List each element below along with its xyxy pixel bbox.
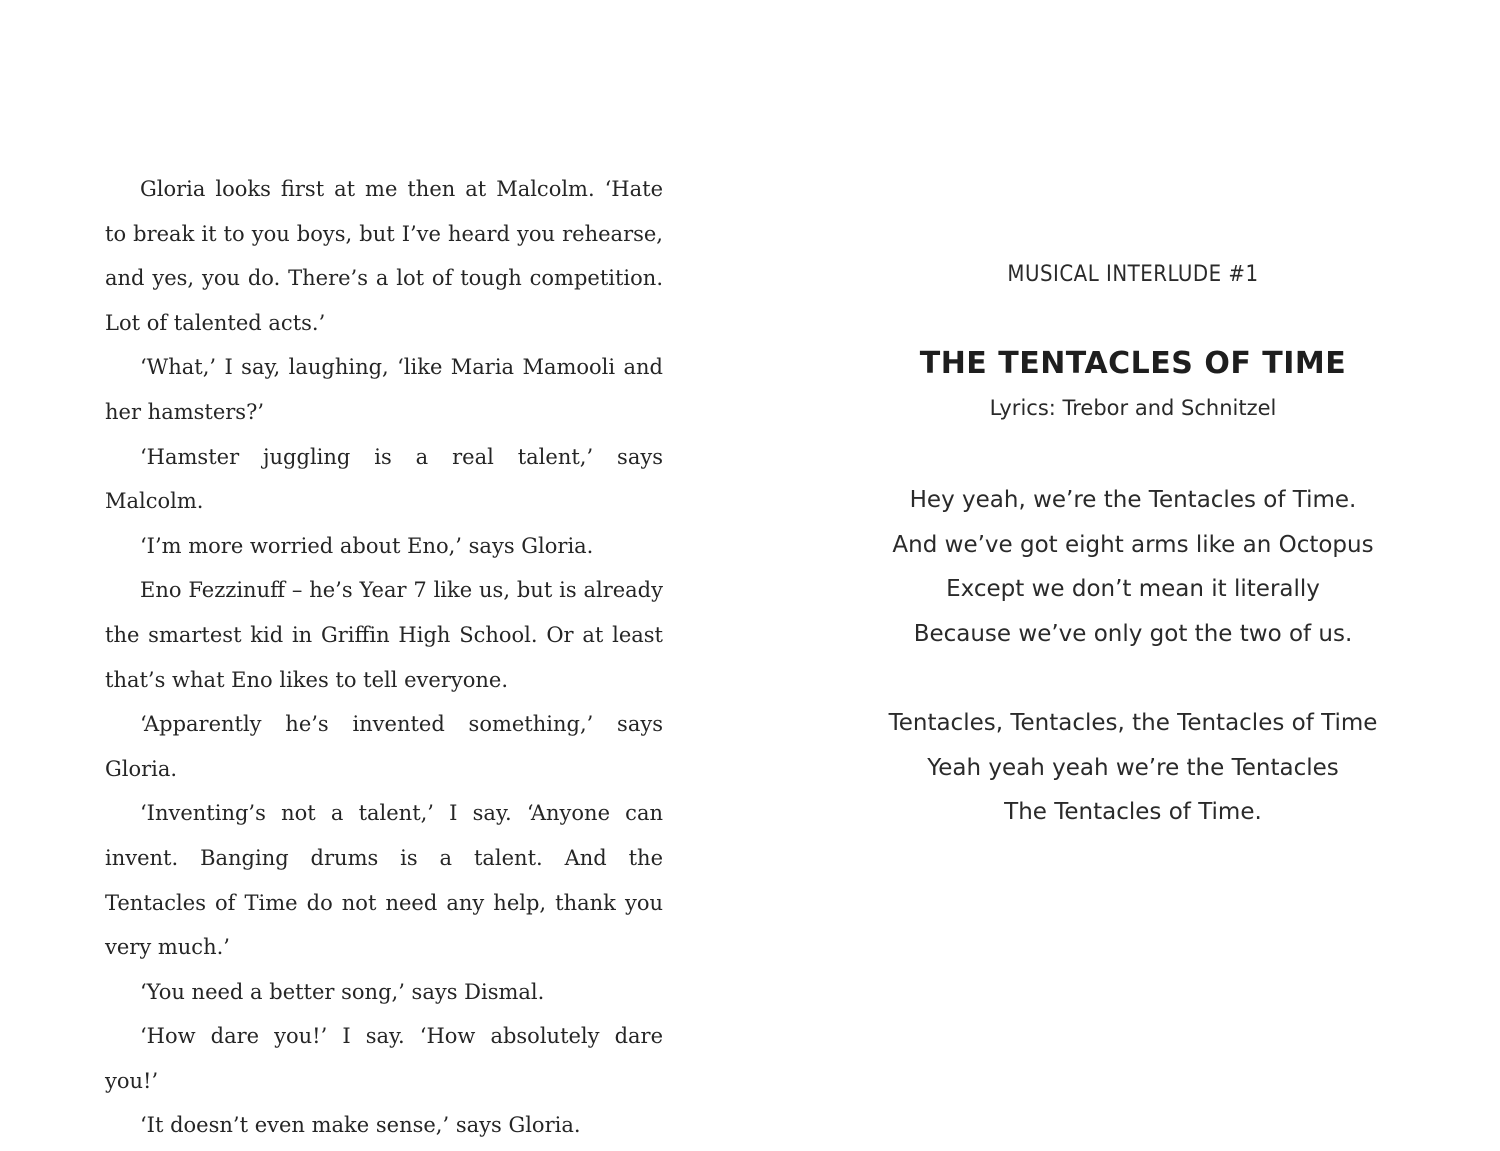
paragraph: ‘Inventing’s not a talent,’ I say. ‘Anyone can invent. Banging drums is a talent. And the Tentacles of Time do not need any help, thank you very much.’	[105, 801, 663, 960]
lyrics-credit: Lyrics: Trebor and Schnitzel	[989, 396, 1277, 420]
chorus-stanza	[883, 701, 1383, 835]
lyric-line: The Tentacles of Time.	[1004, 799, 1262, 826]
lyric-line: Tentacles, Tentacles, the Tentacles of Time	[888, 710, 1378, 736]
paragraph: ‘I’m more worried about Eno,’ says Gloria.	[140, 533, 594, 558]
verse-stanza	[883, 478, 1383, 656]
lyric-line: And we’ve got eight arms like an Octopus	[892, 531, 1374, 558]
paragraph: ‘Hamster juggling is a real talent,’ says Malcolm.	[105, 444, 663, 514]
lyric-line: Yeah yeah yeah we’re the Tentacles	[927, 754, 1339, 781]
song-title: THE TENTACLES OF TIME	[919, 346, 1347, 381]
lyric-line: Because we’ve only got the two of us.	[913, 620, 1353, 647]
left-page-prose	[105, 167, 663, 1148]
paragraph: Gloria looks first at me then at Malcolm. ‘Hate to break it to you boys, but I’ve heard you rehearse, and yes, you do. There’s a lot of tough competition. Lot of talented acts.’	[105, 177, 663, 335]
paragraph: ‘It doesn’t even make sense,’ says Gloria.	[140, 1113, 581, 1138]
paragraph: ‘You need a better song,’ says Dismal.	[140, 979, 545, 1004]
interlude-heading: MUSICAL INTERLUDE #1	[1007, 262, 1259, 287]
paragraph: Eno Fezzinuff – he’s Year 7 like us, but is already the smartest kid in Griffin High School. Or at least that’s what Eno likes to tell everyone.	[105, 578, 663, 692]
paragraph: ‘How dare you!’ I say. ‘How absolutely dare you!’	[105, 1024, 663, 1093]
paragraph: ‘Apparently he’s invented something,’ says Gloria.	[105, 712, 663, 781]
lyric-line: Hey yeah, we’re the Tentacles of Time.	[909, 487, 1357, 513]
lyric-line: Except we don’t mean it literally	[946, 576, 1320, 603]
paragraph: ‘What,’ I say, laughing, ‘like Maria Mamooli and her hamsters?’	[105, 355, 663, 424]
